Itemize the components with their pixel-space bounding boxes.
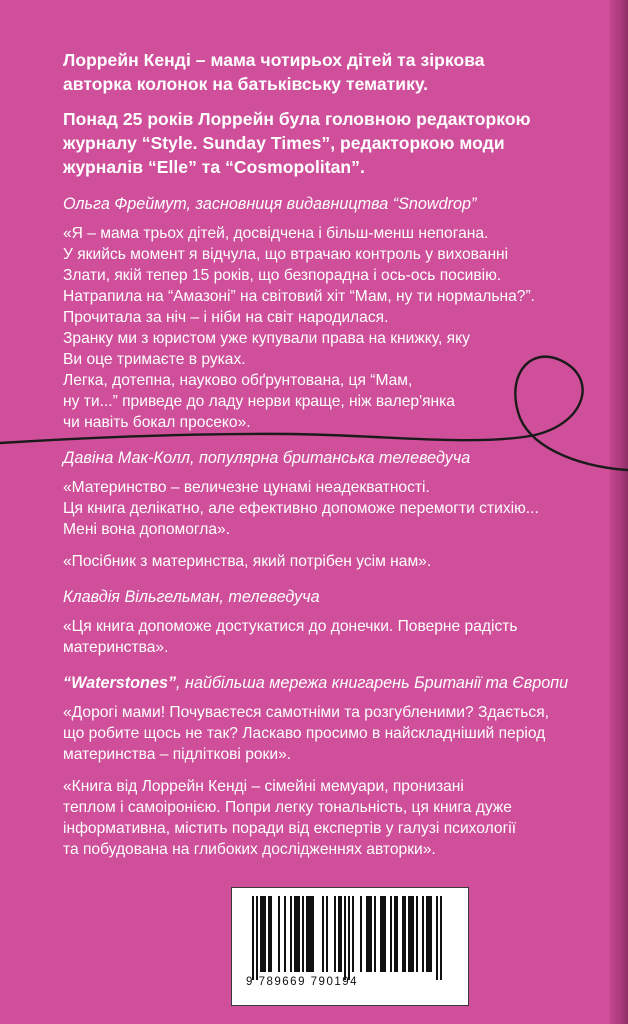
barcode-bar <box>270 896 272 972</box>
barcode-bar <box>408 896 410 972</box>
intro-line: Понад 25 років Лоррейн була головною редакторкою <box>63 109 531 129</box>
review-attribution <box>63 586 608 608</box>
quote-line: «Посібник з материнства, який потрібен усім нам». <box>63 553 432 570</box>
intro-paragraph <box>63 48 608 96</box>
quote-line: Мені вона допомогла». <box>63 521 231 538</box>
quote-line: «Материнство – величезне цунамі неадекватності. <box>63 479 430 496</box>
barcode-bar <box>252 896 254 980</box>
quote-line: Легка, дотепна, науково обґрунтована, ця “Мам, <box>63 372 413 389</box>
attribution-text: Давіна Мак-Колл, популярна британська телеведуча <box>63 449 471 467</box>
barcode-bar <box>290 896 292 972</box>
barcode-bar <box>308 896 310 972</box>
barcode-bar <box>382 896 384 972</box>
quote-line: ну ти...” приведе до ладу нерви краще, ніж валер'янка <box>63 393 455 410</box>
intro-line: журналу “Style. Sunday Times”, редакторкою моди <box>63 133 505 153</box>
barcode-bar <box>310 896 312 972</box>
review-attribution <box>63 193 608 215</box>
back-cover-text <box>63 48 608 871</box>
barcode-bar <box>334 896 336 972</box>
attribution-text: Ольга Фреймут, засновниця видавництва “Snowdrop” <box>63 195 477 213</box>
barcode-bar <box>436 896 438 980</box>
quote-line: що робите щось не так? Ласкаво просимо в найскладніший період <box>63 725 546 742</box>
barcode-bar <box>390 896 392 972</box>
quote-line: чи навіть бокал просеко». <box>63 414 251 431</box>
barcode-bar <box>366 896 368 972</box>
intro-line: Лоррейн Кенді – мама чотирьох дітей та зіркова <box>63 50 485 70</box>
barcode-bar <box>262 896 264 972</box>
quote-line: «Я – мама трьох дітей, досвідчена і більш-менш непогана. <box>63 225 489 242</box>
review-quote <box>63 551 608 572</box>
barcode-bar <box>370 896 372 972</box>
barcode-bar <box>260 896 262 972</box>
barcode-bar <box>256 896 258 980</box>
review-quote <box>63 616 608 658</box>
barcode-bar <box>430 896 432 972</box>
isbn-barcode <box>231 887 469 1006</box>
review-quote <box>63 223 608 433</box>
barcode-bar <box>412 896 414 972</box>
barcode-bar <box>384 896 386 972</box>
quote-line: Зранку ми з юристом уже купували права на книжку, яку <box>63 330 470 347</box>
barcode-bar <box>302 896 304 972</box>
barcode-bar <box>322 896 324 972</box>
barcode-bar <box>426 896 428 972</box>
barcode-bar <box>360 896 362 972</box>
attribution-text: , найбільша мережа книгарень Британії та Європи <box>176 674 569 692</box>
quote-line: та побудована на глибоких дослідженнях авторки». <box>63 841 436 858</box>
attribution-text: Клавдія Вільгельман, телеведуча <box>63 588 320 606</box>
quote-line: материнства». <box>63 639 169 656</box>
barcode-bar <box>326 896 328 972</box>
barcode-bar <box>306 896 308 972</box>
barcode-bar <box>422 896 424 972</box>
barcode-bar <box>344 896 346 980</box>
intro-line: журналів “Elle” та “Cosmopolitan”. <box>63 157 365 177</box>
barcode-bar <box>338 896 340 972</box>
barcode-bar <box>368 896 370 972</box>
quote-line: Злати, якій тепер 15 років, що безпорадна і ось-ось посивію. <box>63 267 502 284</box>
barcode-bar <box>284 896 286 972</box>
quote-line: Прочитала за ніч – і ніби на світ народилася. <box>63 309 389 326</box>
barcode-bar <box>394 896 396 972</box>
barcode-bar <box>268 896 270 972</box>
quote-line: У якийсь момент я відчула, що втрачаю контроль у вихованні <box>63 246 509 263</box>
quote-line: «Дорогі мами! Почуваєтеся самотніми та розгубленими? Здається, <box>63 704 550 721</box>
quote-line: теплом і самоіронією. Попри легку тональність, ця книга дуже <box>63 799 512 816</box>
barcode-bar <box>264 896 266 972</box>
intro-paragraph <box>63 107 608 179</box>
barcode-bar <box>298 896 300 972</box>
barcode-bar <box>380 896 382 972</box>
barcode-bar <box>416 896 418 972</box>
quote-line: Ви оце тримаєте в руках. <box>63 351 246 368</box>
barcode-bar <box>352 896 354 972</box>
barcode-bar <box>312 896 314 972</box>
quote-line: «Ця книга допоможе достукатися до донечки. Поверне радість <box>63 618 518 635</box>
isbn-digits: 9 789669 790194 <box>246 976 359 988</box>
barcode-bar <box>396 896 398 972</box>
quote-line: «Книга від Лоррейн Кенді – сімейні мемуари, пронизані <box>63 778 464 795</box>
barcode-bars <box>240 896 460 980</box>
review-quote <box>63 702 608 765</box>
review-quote <box>63 477 608 540</box>
barcode-bar <box>294 896 296 972</box>
quote-line: материнства – підліткові роки». <box>63 746 292 763</box>
quote-line: Натрапила на “Амазоні” на світовий хіт “Мам, ну ти нормальна?”. <box>63 288 535 305</box>
attribution-source: “Waterstones” <box>63 674 177 692</box>
quote-line: інформативна, містить поради від експертів у галузі психології <box>63 820 517 837</box>
barcode-bar <box>374 896 376 972</box>
barcode-bar <box>440 896 442 980</box>
barcode-bar <box>340 896 342 972</box>
quote-line: Ця книга делікатно, але ефективно допоможе перемогти стихію... <box>63 500 539 517</box>
barcode-bar <box>348 896 350 980</box>
review-attribution <box>63 447 608 469</box>
book-spine-edge <box>610 0 628 1024</box>
review-quote <box>63 776 608 860</box>
barcode-bar <box>296 896 298 972</box>
barcode-bar <box>428 896 430 972</box>
intro-line: авторка колонок на батьківську тематику. <box>63 74 429 94</box>
barcode-bar <box>278 896 280 972</box>
review-attribution <box>63 672 608 694</box>
barcode-bar <box>402 896 404 972</box>
barcode-bar <box>410 896 412 972</box>
barcode-bar <box>404 896 406 972</box>
